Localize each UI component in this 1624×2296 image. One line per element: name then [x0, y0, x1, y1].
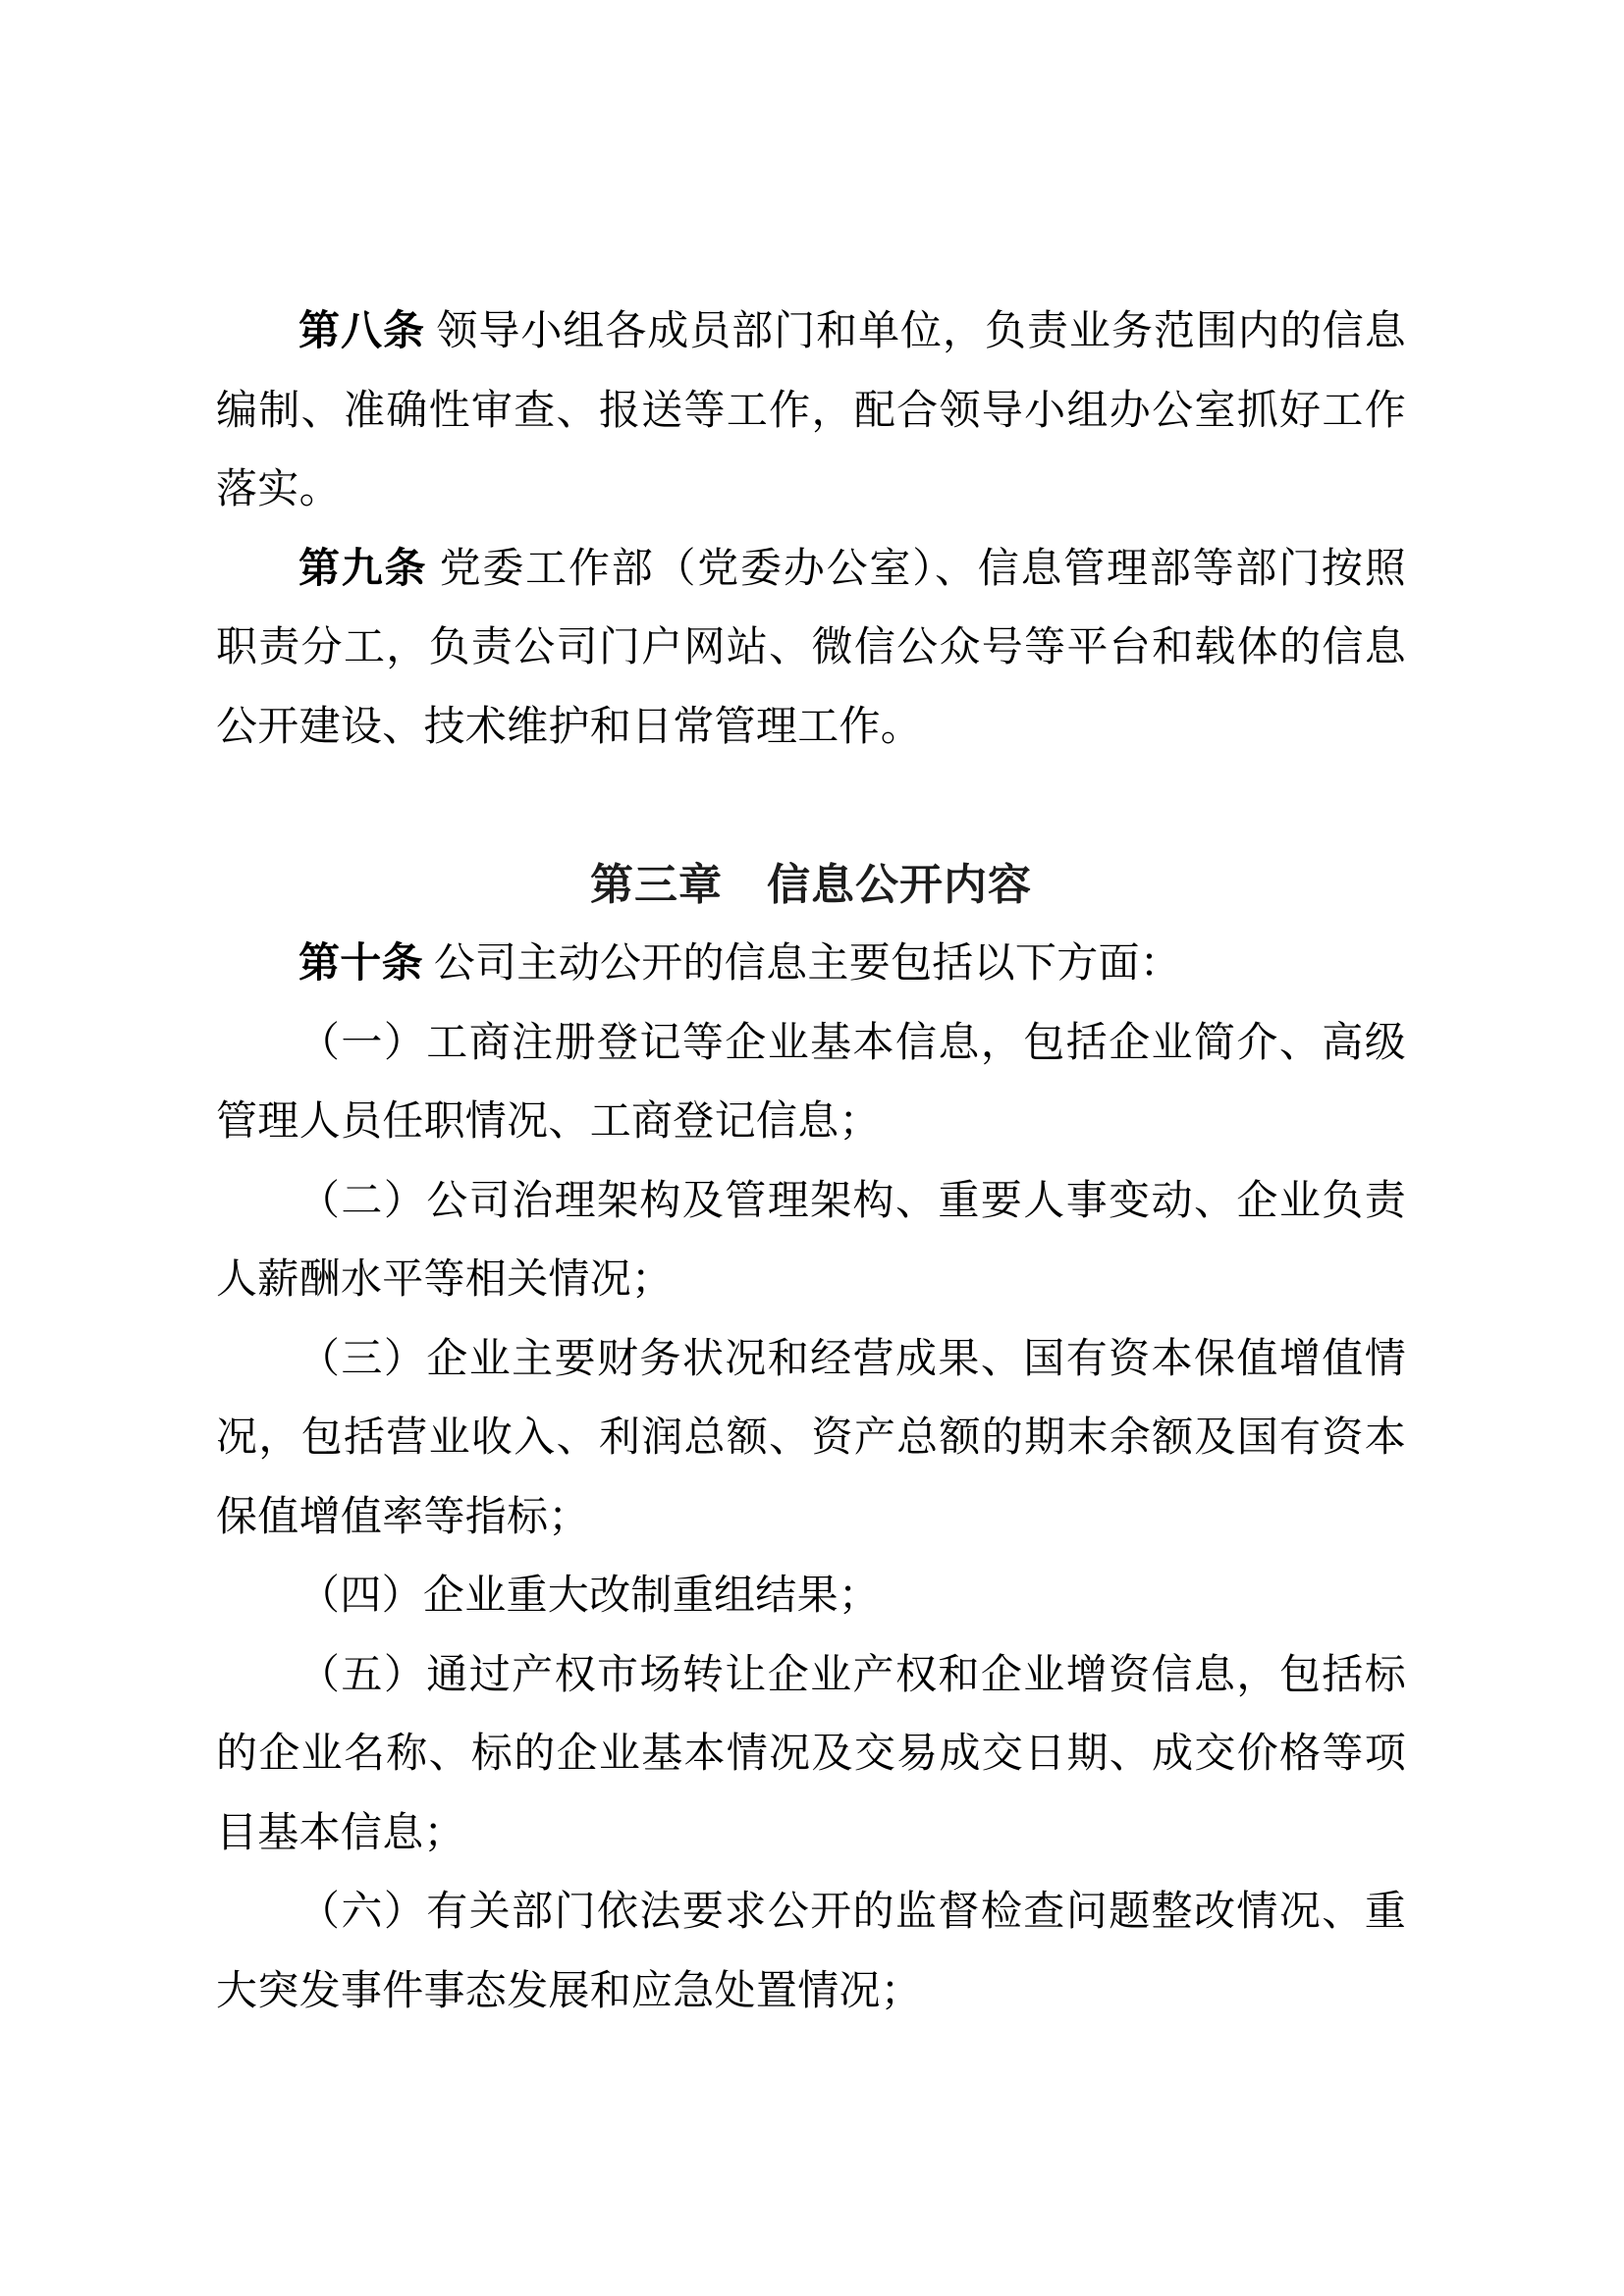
text-segment: 编制、准确性审查、报送等工作，配合领导小组办公室抓好工作: [216, 388, 1406, 434]
item-6-line-2: [216, 1952, 1406, 2032]
text-segment: 的企业名称、标的企业基本情况及交易成交日期、成交价格等项: [216, 1732, 1406, 1777]
item-1-line-1: [216, 1004, 1406, 1084]
item-2-line-1: [216, 1162, 1406, 1242]
item-3-line-2: [216, 1399, 1406, 1478]
text-segment: 大突发事件事态发展和应急处置情况；: [216, 1968, 923, 2014]
article-9-line-1: [216, 530, 1406, 610]
text-segment: （三）企业主要财务状况和经营成果、国有资本保值增值情: [298, 1336, 1406, 1382]
article-8-line-1: [216, 293, 1406, 372]
text-column: [216, 293, 1406, 2031]
article-8-line-2: [216, 372, 1406, 452]
text-segment: 况，包括营业收入、利润总额、资产总额的期末余额及国有资本: [216, 1415, 1406, 1461]
text-segment: 职责分工，负责公司门户网站、微信公众号等平台和载体的信息: [216, 625, 1406, 670]
item-3-line-1: [216, 1320, 1406, 1400]
text-segment: 保值增值率等指标；: [216, 1494, 590, 1540]
text-segment: 管理人员任职情况、工商登记信息；: [216, 1099, 881, 1145]
article-9-line-2: [216, 609, 1406, 688]
text-segment: （四）企业重大改制重组结果；: [298, 1574, 881, 1619]
item-4-line-1: [216, 1557, 1406, 1636]
text-segment: （六）有关部门依法要求公开的监督检查问题整改情况、重: [298, 1890, 1406, 1935]
text-segment: （五）通过产权市场转让企业产权和企业增资信息，包括标: [298, 1652, 1406, 1698]
article-number: 第九条: [298, 546, 428, 592]
item-3-line-3: [216, 1478, 1406, 1558]
chapter-heading: [216, 846, 1406, 926]
article-10-line-1: [216, 925, 1406, 1004]
text-segment: （一）工商注册登记等企业基本信息，包括企业简介、高级: [298, 1020, 1406, 1066]
text-segment: 公开建设、技术维护和日常管理工作。: [216, 704, 923, 750]
item-1-line-2: [216, 1083, 1406, 1162]
item-6-line-1: [216, 1873, 1406, 1952]
article-number: 第三章 信息公开内容: [590, 860, 1032, 909]
article-number: 第八条: [298, 309, 425, 354]
text-segment: 人薪酬水平等相关情况；: [216, 1257, 674, 1303]
text-segment: 落实。: [216, 467, 341, 512]
item-5-line-1: [216, 1636, 1406, 1716]
text-segment: （二）公司治理架构及管理架构、重要人事变动、企业负责: [298, 1178, 1406, 1224]
text-segment: 领导小组各成员部门和单位，负责业务范围内的信息: [424, 309, 1406, 354]
item-5-line-2: [216, 1715, 1406, 1794]
article-number: 第十条: [298, 941, 423, 987]
text-segment: 党委工作部（党委办公室）、信息管理部等部门按照: [427, 546, 1406, 592]
item-2-line-2: [216, 1241, 1406, 1320]
article-8-line-3: [216, 451, 1406, 530]
blank-line: [216, 767, 1406, 846]
text-segment: 目基本信息；: [216, 1810, 465, 1856]
article-9-line-3: [216, 688, 1406, 768]
item-5-line-3: [216, 1794, 1406, 1874]
text-segment: 公司主动公开的信息主要包括以下方面：: [422, 941, 1182, 987]
